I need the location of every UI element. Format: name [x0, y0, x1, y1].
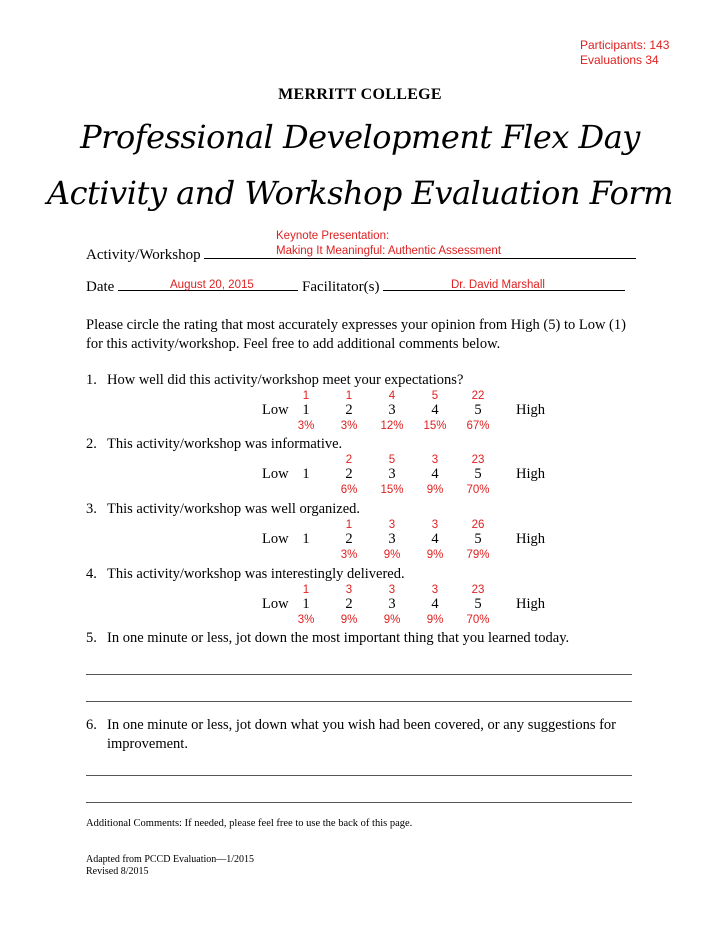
response-percent: 15%: [380, 484, 404, 496]
response-percent: 15%: [423, 420, 447, 432]
footer-adapted: Adapted from PCCD Evaluation—1/2015: [86, 854, 255, 865]
footer-revised: Revised 8/2015: [86, 866, 149, 877]
additional-comments-note: Additional Comments: If needed, please feel free to use the back of this page.: [86, 818, 413, 829]
question-4-prompt: [86, 566, 405, 583]
response-percent: 3%: [297, 614, 315, 626]
rating-option-4[interactable]: 4: [431, 596, 439, 612]
scale-high-label: High: [516, 596, 545, 612]
scale-high-label: High: [516, 466, 545, 482]
rating-option-4[interactable]: 4: [431, 466, 439, 482]
response-percent: 3%: [340, 549, 358, 561]
response-percent: 9%: [383, 549, 401, 561]
response-percent: 79%: [466, 549, 490, 561]
response-percent: 9%: [426, 614, 444, 626]
rating-option-2[interactable]: 2: [345, 596, 353, 612]
rating-option-5[interactable]: 5: [474, 402, 482, 418]
activity-value-line1: Keynote Presentation:: [276, 230, 390, 242]
question-6: [86, 716, 638, 754]
response-percent: 70%: [466, 614, 490, 626]
answer-line[interactable]: [86, 701, 632, 702]
response-count: 1: [345, 390, 353, 402]
footer: [86, 854, 254, 878]
response-percent: 6%: [340, 484, 358, 496]
response-percent: 9%: [340, 614, 358, 626]
rating-option-5[interactable]: 5: [474, 466, 482, 482]
response-count: 3: [431, 454, 439, 466]
question-number: 2.: [86, 436, 97, 452]
rating-option-3[interactable]: 3: [388, 466, 396, 482]
college-name: MERRITT COLLEGE: [278, 86, 442, 103]
activity-value-line2: Making It Meaningful: Authentic Assessment: [276, 245, 502, 257]
question-5-text: In one minute or less, jot down the most important thing that you learned today.: [107, 630, 570, 646]
question-number: 4.: [86, 566, 97, 582]
scale-high-label: High: [516, 531, 545, 547]
response-count: 2: [345, 454, 353, 466]
response-count: 3: [388, 519, 396, 531]
rating-option-2[interactable]: 2: [345, 531, 353, 547]
answer-line[interactable]: [86, 674, 632, 675]
form-title-line2: Activity and Workshop Evaluation Form: [47, 174, 673, 212]
form-title-line1: Professional Development Flex Day: [80, 118, 640, 156]
response-count: 4: [388, 390, 396, 402]
header-stats: [580, 38, 669, 68]
response-count: 23: [471, 454, 485, 466]
question-5-number: 5.: [86, 630, 97, 646]
evaluations-count: Evaluations 34: [580, 53, 659, 67]
rating-option-1[interactable]: 1: [302, 402, 310, 418]
instructions: Please circle the rating that most accurately expresses your opinion from High (5) to Low (1) for this activity/workshop. Feel free to add additional comments below.: [86, 317, 626, 352]
response-count: 1: [302, 584, 310, 596]
rating-option-2[interactable]: 2: [345, 402, 353, 418]
date-value: August 20, 2015: [170, 279, 254, 291]
date-label: Date: [86, 279, 115, 295]
participants-count: Participants: 143: [580, 38, 670, 52]
answer-line[interactable]: [86, 775, 632, 776]
response-count: 5: [388, 454, 396, 466]
response-percent: 9%: [426, 549, 444, 561]
answer-line[interactable]: [86, 802, 632, 803]
scale-low-label: Low: [262, 402, 289, 418]
rating-option-1[interactable]: 1: [302, 466, 310, 482]
response-percent: 12%: [380, 420, 404, 432]
scale-low-label: Low: [262, 466, 289, 482]
response-count: 3: [388, 584, 396, 596]
response-percent: 70%: [466, 484, 490, 496]
response-count: 26: [471, 519, 485, 531]
question-text: This activity/workshop was interestingly delivered.: [107, 566, 405, 582]
response-percent: 9%: [383, 614, 401, 626]
question-text: This activity/workshop was well organized.: [107, 501, 361, 517]
rating-option-5[interactable]: 5: [474, 596, 482, 612]
question-text: How well did this activity/workshop meet your expectations?: [107, 372, 464, 388]
question-1-prompt: [86, 372, 463, 389]
response-count: 23: [471, 584, 485, 596]
response-count: 3: [431, 519, 439, 531]
response-count: 5: [431, 390, 439, 402]
response-percent: 9%: [426, 484, 444, 496]
response-count: 1: [345, 519, 353, 531]
rating-option-5[interactable]: 5: [474, 531, 482, 547]
question-2-prompt: [86, 436, 342, 453]
rating-option-2[interactable]: 2: [345, 466, 353, 482]
question-6-text-line2: improvement.: [107, 736, 188, 752]
question-6-text-line1: In one minute or less, jot down what you wish had been covered, or any suggestions for: [107, 717, 617, 733]
response-percent: 67%: [466, 420, 490, 432]
response-percent: 3%: [340, 420, 358, 432]
facilitator-label: Facilitator(s): [302, 279, 380, 295]
activity-label: Activity/Workshop: [86, 247, 201, 263]
scale-high-label: High: [516, 402, 545, 418]
scale-low-label: Low: [262, 531, 289, 547]
question-number: 3.: [86, 501, 97, 517]
rating-option-3[interactable]: 3: [388, 402, 396, 418]
rating-option-1[interactable]: 1: [302, 531, 310, 547]
question-number: 1.: [86, 372, 97, 388]
scale-low-label: Low: [262, 596, 289, 612]
rating-option-1[interactable]: 1: [302, 596, 310, 612]
rating-option-4[interactable]: 4: [431, 402, 439, 418]
rating-option-4[interactable]: 4: [431, 531, 439, 547]
question-6-number: 6.: [86, 717, 97, 733]
response-count: 22: [471, 390, 485, 402]
response-count: 3: [431, 584, 439, 596]
question-3-prompt: [86, 501, 360, 518]
response-count: 1: [302, 390, 310, 402]
question-5: [86, 630, 569, 647]
response-count: 3: [345, 584, 353, 596]
rating-option-3[interactable]: 3: [388, 596, 396, 612]
rating-option-3[interactable]: 3: [388, 531, 396, 547]
facilitator-value: Dr. David Marshall: [451, 279, 545, 291]
response-percent: 3%: [297, 420, 315, 432]
question-text: This activity/workshop was informative.: [107, 436, 343, 452]
